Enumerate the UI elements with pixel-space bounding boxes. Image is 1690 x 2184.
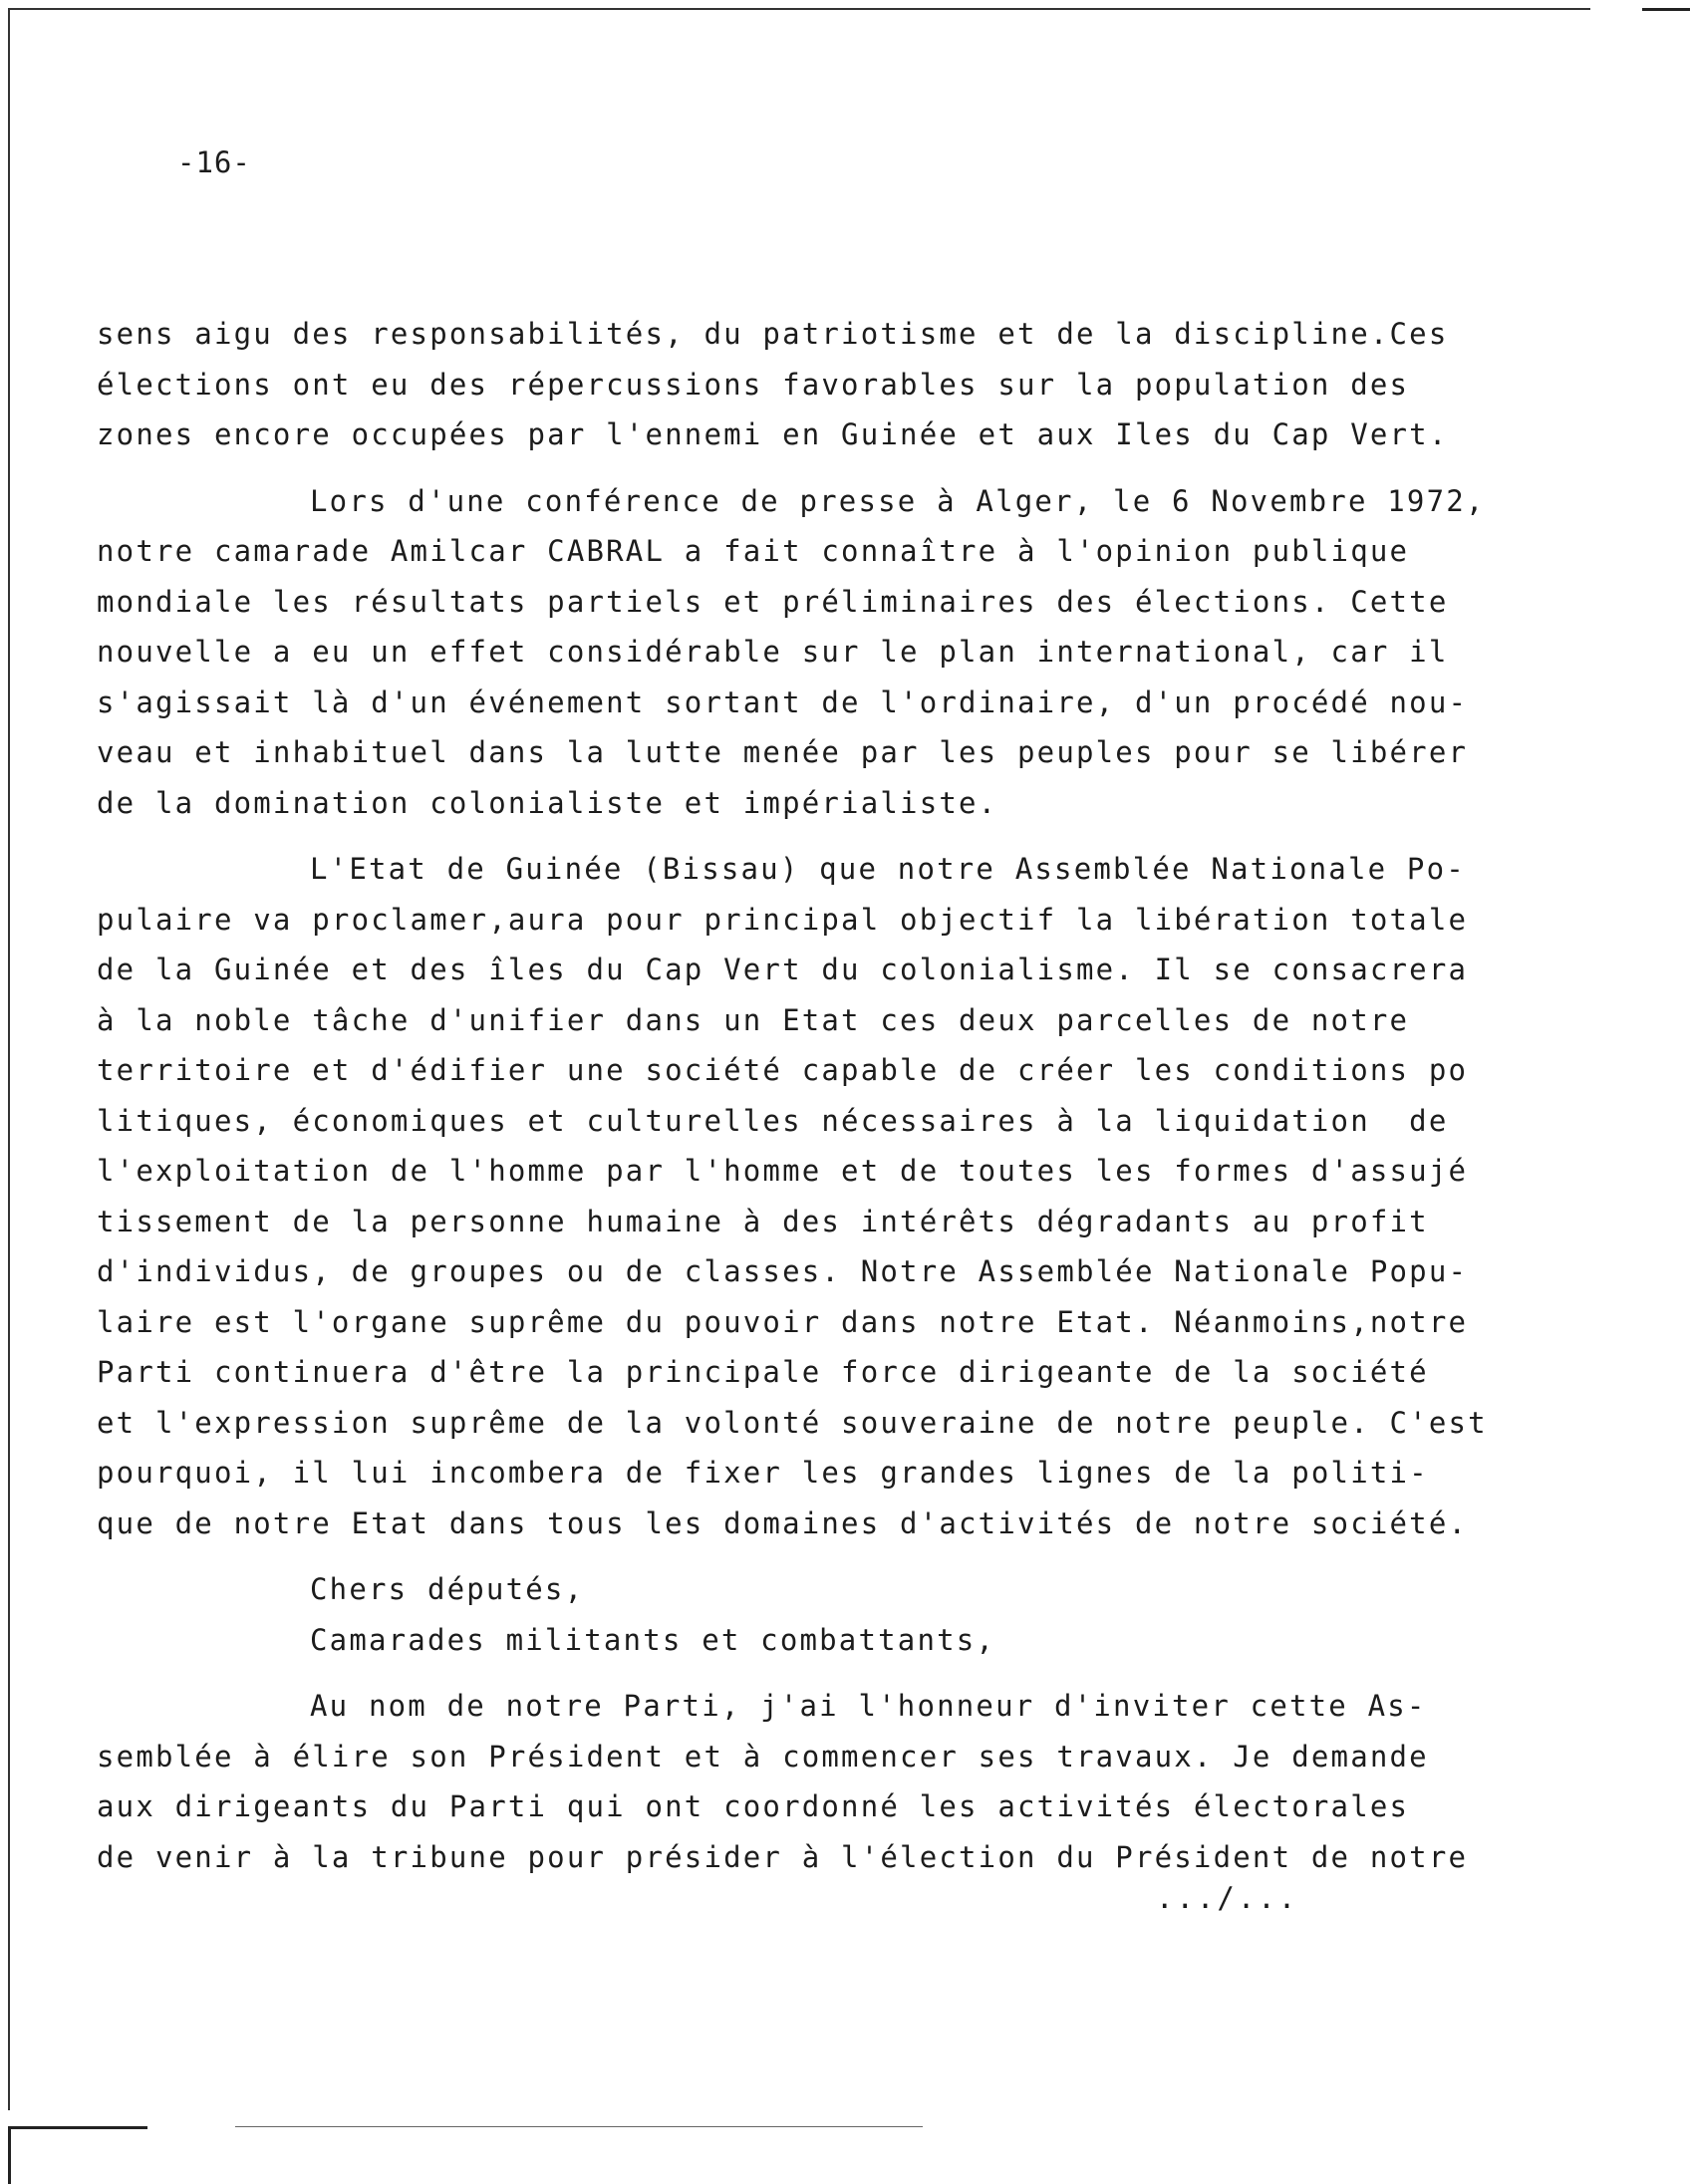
text-line: nouvelle a eu un effet considérable sur le plan international, car il	[97, 635, 1449, 669]
text-line: Camarades militants et combattants,	[310, 1622, 996, 1657]
paragraph-gap	[97, 828, 1512, 844]
page-number: -16-	[177, 145, 251, 179]
page-border-left	[8, 8, 10, 2110]
text-line: de venir à la tribune pour présider à l'élection du Président de notre	[97, 1839, 1469, 1874]
text-line: et l'expression suprême de la volonté souveraine de notre peuple. C'est	[97, 1405, 1488, 1440]
page-border-bottom	[8, 2126, 147, 2129]
text-line: litiques, économiques et culturelles nécessaires à la liquidation de	[97, 1103, 1449, 1138]
text-line: mondiale les résultats partiels et préliminaires des élections. Cette	[97, 584, 1449, 619]
text-line: l'exploitation de l'homme par l'homme et de toutes les formes d'assujé	[97, 1154, 1469, 1188]
paragraph-gap	[97, 1665, 1512, 1681]
text-line: aux dirigeants du Parti qui ont coordonné les activités électorales	[97, 1789, 1410, 1823]
paragraph-gap	[97, 1548, 1512, 1564]
continuation-mark: .../...	[1156, 1881, 1299, 1915]
text-line: semblée à élire son Président et à commencer ses travaux. Je demande	[97, 1739, 1429, 1774]
paragraph	[97, 844, 1512, 1548]
text-line: notre camarade Amilcar CABRAL a fait connaître à l'opinion publique	[97, 534, 1410, 568]
document-body	[97, 309, 1512, 1882]
text-line: L'Etat de Guinée (Bissau) que notre Assemblée Nationale Po-	[310, 852, 1466, 886]
text-line: d'individus, de groupes ou de classes. Notre Assemblée Nationale Popu-	[97, 1254, 1469, 1288]
page-border-top-right	[1642, 8, 1690, 11]
page-border-top	[8, 8, 1590, 10]
text-line: élections ont eu des répercussions favorables sur la population des	[97, 367, 1410, 402]
text-line: à la noble tâche d'unifier dans un Etat ces deux parcelles de notre	[97, 1002, 1410, 1037]
text-line: Parti continuera d'être la principale force dirigeante de la société	[97, 1355, 1429, 1389]
page-border-bottom-left	[8, 2126, 11, 2184]
paragraph	[97, 476, 1512, 829]
text-line: pourquoi, il lui incombera de fixer les grandes lignes de la politi-	[97, 1456, 1429, 1490]
text-line: Au nom de notre Parti, j'ai l'honneur d'inviter cette As-	[310, 1689, 1427, 1723]
page-border-bottom-faint	[235, 2126, 923, 2127]
text-line: zones encore occupées par l'ennemi en Guinée et aux Iles du Cap Vert.	[97, 417, 1449, 451]
text-line: s'agissait là d'un événement sortant de l'ordinaire, d'un procédé nou-	[97, 684, 1469, 719]
text-line: laire est l'organe suprême du pouvoir dans notre Etat. Néanmoins,notre	[97, 1304, 1469, 1339]
text-line: de la Guinée et des îles du Cap Vert du colonialisme. Il se consacrera	[97, 953, 1469, 986]
paragraph	[97, 1681, 1512, 1882]
text-line: Chers députés,	[310, 1572, 585, 1606]
text-line: Lors d'une conférence de presse à Alger, le 6 Novembre 1972,	[310, 483, 1486, 518]
text-line: que de notre Etat dans tous les domaines d'activités de notre société.	[97, 1505, 1469, 1540]
text-line: tissement de la personne humaine à des intérêts dégradants au profit	[97, 1204, 1429, 1238]
paragraph	[97, 309, 1512, 460]
paragraph	[97, 1564, 1512, 1665]
text-line: territoire et d'édifier une société capable de créer les conditions po	[97, 1053, 1469, 1087]
paragraph-gap	[97, 460, 1512, 476]
text-line: pulaire va proclamer,aura pour principal objectif la libération totale	[97, 902, 1469, 937]
text-line: sens aigu des responsabilités, du patriotisme et de la discipline.Ces	[97, 317, 1449, 351]
text-line: de la domination colonialiste et impérialiste.	[97, 785, 998, 820]
text-line: veau et inhabituel dans la lutte menée par les peuples pour se libérer	[97, 735, 1469, 769]
